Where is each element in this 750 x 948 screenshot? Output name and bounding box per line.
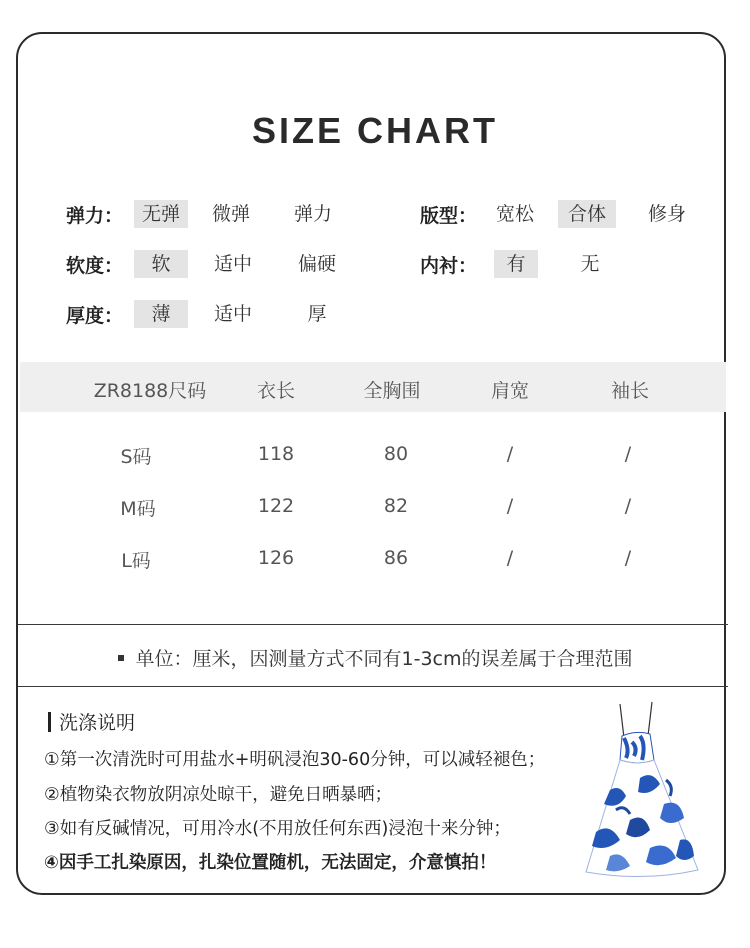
table-cell: / [506,443,514,465]
table-header-cell: 肩宽 [490,380,529,402]
table-header-cell: 全胸围 [363,380,421,402]
table-cell: / [624,547,632,569]
attr-option: 无 [580,253,600,275]
table-cell: S码 [120,446,152,468]
table-cell: 118 [257,443,295,465]
attr-option-selected: 合体 [558,200,616,228]
attr-option-selected: 薄 [134,300,188,328]
unit-note [0,644,750,671]
attr-option: 偏硬 [297,253,336,275]
unit-note-text: 单位：厘米，因测量方式不同有1-3cm的误差属于合理范围 [135,648,633,670]
attr-option: 适中 [213,303,252,325]
wash-line: ①第一次清洗时可用盐水+明矾浸泡30-60分钟，可以减轻褪色； [44,750,546,770]
wash-line: ②植物染衣物放阴凉处晾干，避免日晒暴晒； [44,785,393,805]
attr-option-selected: 软 [134,250,188,278]
table-cell: / [506,547,514,569]
attr-option: 宽松 [495,203,534,225]
table-header-cell: 袖长 [610,380,649,402]
attr-row-thickness [66,300,386,328]
attr-option: 弹力 [293,203,332,225]
table-cell: / [624,495,632,517]
table-cell: L码 [121,550,151,572]
title-bar-icon [48,712,51,732]
table-cell: M码 [120,498,156,520]
table-cell: 126 [257,547,295,569]
wash-title-text: 洗涤说明 [59,712,136,734]
attr-label: 版型： [420,204,478,227]
table-cell: 80 [383,443,409,465]
dress-product-image [580,700,710,880]
attr-option: 微弹 [211,203,250,225]
wash-instructions-title [48,708,135,735]
wash-line-warning: ④因手工扎染原因，扎染位置随机，无法固定，介意慎拍！ [44,853,497,873]
attr-row-elasticity [66,200,386,228]
page-title: SIZE CHART [252,110,498,151]
attr-label: 内衬： [420,254,478,277]
attr-option: 修身 [647,203,686,225]
table-cell: 82 [383,495,409,517]
attr-option-selected: 无弹 [134,200,188,228]
wash-line: ③如有反碱情况，可用冷水(不用放任何东西)浸泡十来分钟； [44,819,511,839]
divider [18,624,728,625]
attr-option: 厚 [307,303,327,325]
table-cell: / [624,443,632,465]
table-cell: 122 [257,495,295,517]
bullet-icon [118,655,124,661]
attr-label: 弹力： [66,204,124,227]
attr-row-fit [420,200,710,228]
table-cell: 86 [383,547,409,569]
table-cell: / [506,495,514,517]
divider [18,686,728,687]
attr-option-selected: 有 [494,250,538,278]
attr-label: 软度： [66,254,124,277]
attr-row-softness [66,250,386,278]
table-header-cell: ZR8188尺码 [93,380,207,402]
attr-option: 适中 [213,253,252,275]
attr-row-lining [420,250,710,278]
table-header-cell: 衣长 [256,380,295,402]
attr-label: 厚度： [66,304,124,327]
